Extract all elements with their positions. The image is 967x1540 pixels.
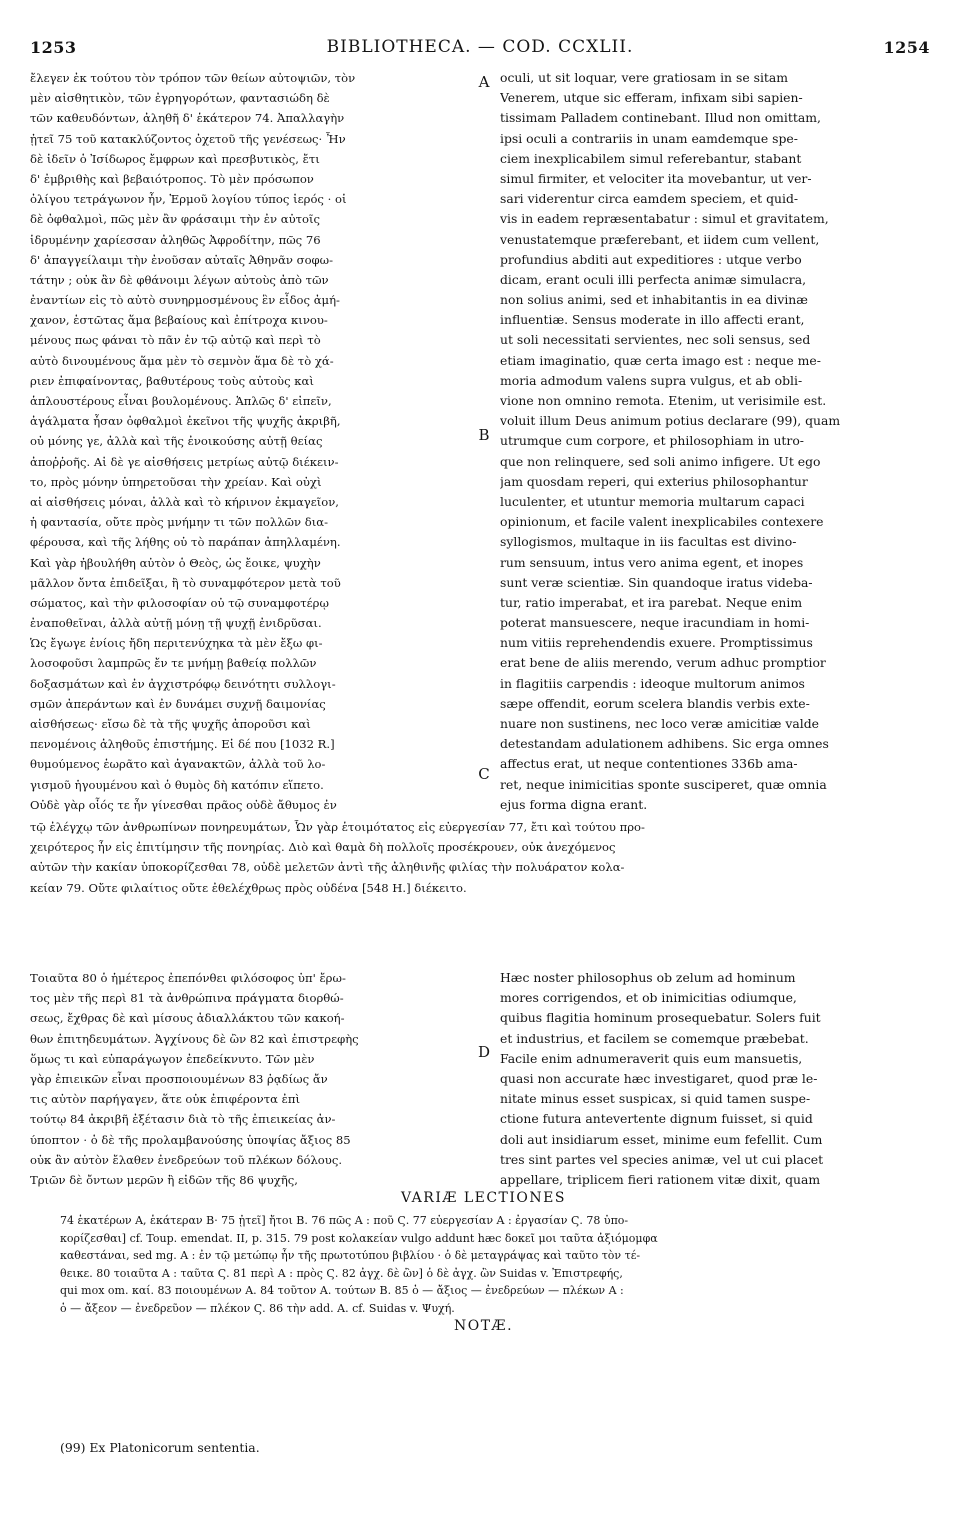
greek-text-line: αἱ αἰσθήσεις μόναι, ἀλλὰ καὶ τὸ κήρινον ἐκμαγεῖον,	[30, 494, 339, 509]
greek-text-line: Τοιαῦτα 80 ὁ ἡμέτερος ἐπεπόνθει φιλόσοφος ὑπ' ἔρω-	[30, 971, 346, 985]
greek-text-line: ριεν ἐπιφαίνοντας, βαθυτέρους τοὺς αὐτοὺς καὶ	[30, 373, 314, 388]
latin-text-line: sunt veræ scientiæ. Sin quandoque iratus videba-	[500, 574, 813, 590]
greek-text-line: αἰσθήσεως· εἴσω δὲ τὰ τῆς ψυχῆς ἀποροῦσι καὶ	[30, 717, 311, 731]
greek-text-line: δ' ἐμβριθὴς καὶ βεβαιότροπος. Τὸ μὲν πρόσωπον	[30, 171, 314, 186]
greek-column-bottom	[30, 968, 500, 1190]
section-marker-a: A	[478, 73, 490, 91]
section-marker-c: C	[478, 765, 490, 783]
greek-text-line: Οὐδὲ γὰρ οἷός τε ἦν γίνεσθαι πρᾶος οὐδὲ ἄθυμος ἐν	[30, 797, 337, 812]
greek-text-line: μένους πως φάναι τὸ πᾶν ἐν τῷ αὐτῷ καὶ περὶ τὸ	[30, 333, 321, 348]
greek-text-line: δὲ ἰδεῖν ὁ Ἰσίδωρος ἔμφρων καὶ πρεσβυτικὸς, ἔτι	[30, 151, 320, 166]
section-marker-d: D	[477, 1043, 491, 1061]
latin-text-line: mores corrigendos, et ob inimicitias odiumque,	[500, 990, 797, 1006]
greek-text-line: ἡ φαντασία, οὔτε πρὸς μνήμην τι τῶν πολλῶν δια-	[30, 515, 329, 530]
latin-text-line: erat bene de aliis merendo, verum adhuc promptior	[500, 655, 826, 671]
latin-text-line: doli aut insidiarum esset, minime eum fefellit. Cum	[500, 1131, 823, 1147]
greek-text-line: σμῶν ἀπεράντων καὶ ἐν δυνάμει συχνῇ δαιμονίας	[30, 696, 326, 711]
greek-text-line: θυμούμενος ἑωρᾶτο καὶ ἀγανακτῶν, ἀλλὰ τοῦ λο-	[30, 757, 326, 772]
variant-reading-line: καθεστάναι, sed mg. A : ἐν τῷ μετώπῳ ἦν τῆς πρωτοτύπου βιβλίου · ὁ δὲ μεταγράψας καὶ ταῦτο τὸν τέ-	[60, 1249, 641, 1262]
greek-text-line: τῶν καθευδόντων, ἀληθῆ δ' ἑκάτερον 74. Ἀπαλλαγὴν	[30, 111, 345, 126]
greek-text-line: δοξασμάτων καὶ ἐν ἀγχιστρόφῳ δεινότητι συλλογι-	[30, 676, 336, 691]
latin-text-line: ut soli necessitati servientes, nec soli sensus, sed	[500, 332, 811, 348]
greek-text-line: σώματος, καὶ τὴν φιλοσοφίαν οὐ τῷ συναμφοτέρῳ	[30, 595, 329, 610]
latin-text-line: in flagitiis carpendis : ideoque multorum animos	[500, 675, 805, 691]
greek-text-line: ἐναποθεῖναι, ἀλλὰ αὐτῇ μόνῃ τῇ ψυχῇ ἐνιδρῦσαι.	[30, 616, 322, 631]
notae-heading: NOTÆ.	[453, 1318, 514, 1334]
greek-text-line: μᾶλλον ὄντα ἐπιδεῖξαι, ἢ τὸ συναμφότερον μετὰ τοῦ	[30, 575, 341, 590]
latin-text-line: ctione futura antevertente dignum fuisset, si quid	[500, 1111, 813, 1127]
latin-text-line: Venerem, utque sic efferam, infixam sibi sapien-	[500, 90, 803, 106]
latin-text-line: affectus erat, ut neque contentiones 336b ama-	[500, 756, 798, 772]
latin-text-line: num vitiis reprehendendis exuere. Promptissimus	[500, 635, 813, 651]
nota-99: (99) Ex Platonicorum sententia.	[60, 1440, 260, 1455]
greek-text-line: ᾐτεῖ 75 τοῦ κατακλύζοντος ὀχετοῦ τῆς γενέσεως· Ἦν	[30, 131, 346, 146]
greek-text-line: ἀγάλματα ἦσαν ὀφθαλμοὶ ἐκεῖνοι τῆς ψυχῆς ἀκριβῆ,	[30, 414, 341, 429]
greek-text-line: τος μὲν τῆς περὶ 81 τὰ ἀνθρώπινα πράγματα διορθώ-	[30, 991, 344, 1006]
page-header	[30, 30, 930, 64]
latin-text-line: poterat mansuescere, neque iracundiam in homi-	[500, 615, 810, 631]
greek-text-line: μὲν αἰσθητικὸν, τῶν ἐγρηγορότων, φαντασιώδη δὲ	[30, 91, 330, 106]
greek-column-top	[30, 68, 500, 815]
variae-lectiones-notes	[60, 1212, 932, 1317]
greek-text-line: ἔλεγεν ἐκ τούτου τὸν τρόπον τῶν θείων αὐτοψιῶν, τὸν	[30, 71, 356, 85]
greek-text-line: Ὡς ἔγωγε ἐνίοις ἤδη περιτενύχηκα τὰ μὲν ἔξω φι-	[30, 636, 323, 651]
greek-full-line: κείαν 79. Οὔτε φιλαίτιος οὔτε ἐθελέχθρως πρὸς οὐδένα [548 H.] διέκειτο.	[30, 880, 467, 895]
variant-reading-line: 74 ἑκατέρων A, ἑκάτεραν B· 75 ᾐτεῖ] ἤτοι B. 76 πῶς A : ποῦ Ϛ. 77 εὐεργεσίαν A : ἐργασίαν Ϛ. 78 ὑπο-	[60, 1214, 629, 1227]
running-title: BIBLIOTHECA. — COD. CCXLII.	[326, 37, 634, 57]
latin-text-line: Facile enim adnumeraverit quis eum mansuetis,	[500, 1050, 803, 1066]
greek-text-line: το, πρὸς μόνην ὑπηρετοῦσαι τὴν χρείαν. Καὶ οὐχὶ	[30, 474, 322, 489]
greek-text-line: δ' ἀπαγγείλαιμι τὴν ἐνοῦσαν αὐταῖς Ἀθηνᾶν σοφω-	[30, 252, 334, 267]
latin-text-line: tres sint partes vel species animæ, vel ut cui placet	[500, 1151, 824, 1167]
latin-text-line: detestandam adulationem adhibens. Sic erga omnes	[500, 736, 829, 752]
greek-full-line: τῷ ἐλέγχῳ τῶν ἀνθρωπίνων πονηρευμάτων, Ὧν γὰρ ἑτοιμότατος εἰς εὐεργεσίαν 77, ἔτι καὶ τούτου προ-	[30, 820, 645, 834]
latin-text-line: tissimam Palladem continebant. Illud non omittam,	[500, 110, 821, 126]
latin-text-line: appellare, triplicem fieri rationem vitæ dixit, quam	[500, 1171, 821, 1187]
greek-text-line: ἁπλουστέρους εἶναι βουλομένους. Ἁπλῶς δ' εἰπεῖν,	[30, 394, 332, 408]
greek-text-line: αὐτὸ δινουμένους ἅμα μὲν τὸ σεμνὸν ἅμα δὲ τὸ χά-	[30, 353, 334, 368]
section-marker-b: B	[478, 426, 490, 444]
latin-text-line: sæpe offendit, eorum scelera blandis verbis exte-	[500, 695, 810, 711]
greek-full-line: αὐτῶν τὴν κακίαν ὑποκορίζεσθαι 78, οὐδὲ μελετῶν ἀντὶ τῆς ἀληθινῆς φιλίας τὴν πολυάρατον κολα-	[30, 860, 625, 875]
latin-text-line: influentiæ. Sensus moderate in illo affecti erant,	[500, 312, 805, 328]
greek-text-line: τούτῳ 84 ἀκριβῆ ἐξέτασιν διὰ τὸ τῆς ἐπιεικείας ἀν-	[30, 1112, 336, 1127]
latin-text-line: vis in eadem repræsentabatur : simul et gravitatem,	[500, 211, 829, 227]
latin-text-line: jam quosdam reperi, qui exterius philosophantur	[500, 473, 808, 489]
variae-lectiones-heading: VARIÆ LECTIONES	[401, 1190, 566, 1206]
greek-text-line: θων ἐπιτηδευμάτων. Ἀγχίνους δὲ ὢν 82 καὶ ἐπιστρεφὴς	[30, 1031, 359, 1046]
latin-text-line: syllogismos, multaque in iis facultas est divino-	[500, 534, 797, 550]
greek-text-line: τις αὐτὸν παρήγαγεν, ἅτε οὐκ ἐπιφέροντα ἐπὶ	[30, 1092, 301, 1107]
latin-text-line: que non relinquere, sed soli animo infigere. Ut ego	[500, 453, 821, 469]
latin-text-line: vione non omnino remota. Etenim, ut verisimile est.	[500, 393, 827, 408]
latin-text-line: rum sensuum, intus vero anima egent, et inopes	[500, 554, 804, 570]
latin-text-line: nitate minus esset suspicax, si quid tamen suspe-	[500, 1091, 811, 1107]
greek-text-line: οὐκ ἂν αὐτὸν ἔλαθεν ἐνεδρεύων τοῦ πλέκων δόλους.	[30, 1152, 343, 1167]
greek-text-line: ἱδρυμένην χαρίεσσαν ἀληθῶς Ἀφροδίτην, πῶς 76	[30, 232, 321, 247]
latin-text-line: sari viderentur circa eamdem speciem, et quid-	[500, 191, 799, 207]
latin-text-line: ipsi oculi a contrariis in unam eamdemque spe-	[500, 130, 798, 146]
variant-reading-line: κορίζεσθαι] cf. Toup. emendat. II, p. 315. 79 post κολακείαν vulgo addunt hæc δοκεῖ μοι ταῦτα ἀξιόμομφα	[60, 1231, 658, 1245]
greek-text-line: πενομένοις ἀληθοῦς ἐπιστήμης. Εἰ δέ που [1032 R.]	[30, 737, 335, 752]
latin-text-line: dicam, erant oculi illi perfecta animæ simulacra,	[500, 271, 807, 287]
latin-text-line: profundius abditi aut expeditiores : utque verbo	[500, 251, 802, 267]
variant-reading-line: qui mox om. καί. 83 ποιουμένων A. 84 τοῦτον A. τούτων B. 85 ὁ — ἄξιος — ἐνεδρεύων — πλέκων A :	[60, 1284, 624, 1297]
latin-column-top	[500, 68, 932, 815]
variant-reading-line: θεικε. 80 τοιαῦτα A : ταῦτα Ϛ. 81 περὶ A : πρὸς Ϛ. 82 ἀγχ. δὲ ὢν] ὁ δὲ ἀγχ. ὢν Suidas v. Ἐπιστρεφής,	[60, 1266, 623, 1280]
latin-text-line: ret, neque inimicitias sponte susciperet, quæ omnia	[500, 776, 827, 792]
latin-text-line: quibus flagitia hominum prosequebatur. Solers fuit	[500, 1010, 821, 1026]
latin-text-line: voluit illum Deus animum potius declarare (99), quam	[500, 413, 841, 429]
latin-text-line: quasi non accurate hæc investigaret, quod præ le-	[500, 1070, 818, 1086]
greek-text-line: ὅμως τι καὶ εὐπαράγωγον ἐπεδείκνυτο. Τῶν μὲν	[30, 1051, 315, 1066]
greek-text-line: ἀποῤῥοῆς. Αἱ δὲ γε αἰσθήσεις μετρίως αὐτῷ διέκειν-	[30, 454, 339, 469]
latin-text-line: utrumque cum corpore, et philosophiam in utro-	[500, 433, 804, 449]
latin-text-line: non solius animi, sed et inhabitantis in ea divinæ	[500, 292, 808, 308]
latin-text-line: venustatemque præferebant, et iidem cum vellent,	[500, 231, 820, 247]
greek-text-line: χανον, ἑστῶτας ἅμα βεβαίους καὶ ἐπίτροχα κινου-	[30, 313, 328, 328]
latin-text-line: opinionum, et facile valent inexplicabiles contexere	[500, 514, 824, 530]
latin-text-line: ejus forma digna erant.	[500, 796, 648, 812]
greek-text-line: ἐναντίων εἰς τὸ αὐτὸ συνηρμοσμένους ἓν εἶδος ἀμή-	[30, 293, 340, 308]
latin-text-line: ciem inexplicabilem simul referebantur, stabant	[500, 150, 802, 166]
greek-text-line: τάτην ; οὐκ ἂν δὲ φθάνοιμι λέγων αὐτοὺς ἀπὸ τῶν	[30, 272, 329, 287]
greek-text-line: λοσοφοῦσι λαμπρῶς ἔν τε μνήμῃ βαθείᾳ πολλῶν	[30, 656, 317, 671]
greek-text-line: δὲ ὀφθαλμοὶ, πῶς μὲν ἂν φράσαιμι τὴν ἐν αὐτοῖς	[30, 212, 321, 227]
latin-text-line: moria admodum valens supra vulgus, et ab obli-	[500, 372, 803, 388]
greek-full-line: χειρότερος ἦν εἰς ἐπιτίμησιν τῆς πονηρίας. Διὸ καὶ θαμὰ δὴ πολλοῖς προσέκρουεν, οὐκ ἀνεχόμενος	[30, 840, 616, 855]
latin-text-line: etiam imaginatio, quæ certa imago est : neque me-	[500, 352, 821, 368]
greek-text-line: ὀλίγου τετράγωνον ἦν, Ἑρμοῦ λογίου τύπος ἱερός · οἱ	[30, 192, 347, 207]
latin-text-line: luculenter, et utuntur memoria multarum capaci	[500, 493, 805, 509]
page-number-left: 1253	[30, 37, 77, 57]
latin-text-line: simul firmiter, et velociter ita movebantur, ut ver-	[500, 170, 812, 186]
greek-text-line: σεως, ἔχθρας δὲ καὶ μίσους ἀδιαλλάκτου τῶν κακοή-	[30, 1011, 345, 1026]
latin-text-line: nuare non sustinens, nec loco veræ amicitiæ valde	[500, 716, 820, 731]
variant-reading-line: ὁ — ἄξεον — ἐνεδρεῦον — πλέκον Ϛ. 86 τὴν add. A. cf. Suidas v. Ψυχή.	[60, 1301, 455, 1315]
greek-text-line: Καὶ γὰρ ἠβουλήθη αὐτὸν ὁ Θεὸς, ὡς ἔοικε, ψυχὴν	[30, 555, 321, 570]
greek-text-line: ύποπτον · ὁ δὲ τῆς προλαμβανούσης ὑποψίας ἄξιος 85	[30, 1132, 351, 1147]
greek-text-line: οὐ μόνης γε, ἀλλὰ καὶ τῆς ἐνοικούσης αὐτῇ θείας	[30, 434, 323, 449]
greek-full-width-text	[30, 817, 932, 898]
latin-text-line: Hæc noster philosophus ob zelum ad hominum	[500, 970, 796, 985]
latin-text-line: oculi, ut sit loquar, vere gratiosam in se sitam	[500, 70, 789, 85]
greek-text-line: γισμοῦ ἡγουμένου καὶ ὁ θυμὸς δὴ κατόπιν εἵπετο.	[30, 777, 324, 792]
latin-column-bottom	[500, 968, 932, 1190]
greek-text-line: Τριῶν δὲ ὄντων μερῶν ἢ εἰδῶν τῆς 86 ψυχῆς,	[30, 1172, 298, 1187]
page-number-right: 1254	[883, 37, 930, 57]
latin-text-line: tur, ratio imperabat, et ira parebat. Neque enim	[500, 594, 803, 610]
greek-text-line: γὰρ ἐπιεικῶν εἶναι προσποιουμένων 83 ῥᾳδίως ἄν	[30, 1071, 328, 1086]
latin-text-line: et industrius, et facilem se comemque præbebat.	[500, 1030, 809, 1046]
greek-text-line: φέρουσα, καὶ τῆς λήθης οὐ τὸ παράπαν ἀπηλλαμένη.	[30, 535, 341, 550]
